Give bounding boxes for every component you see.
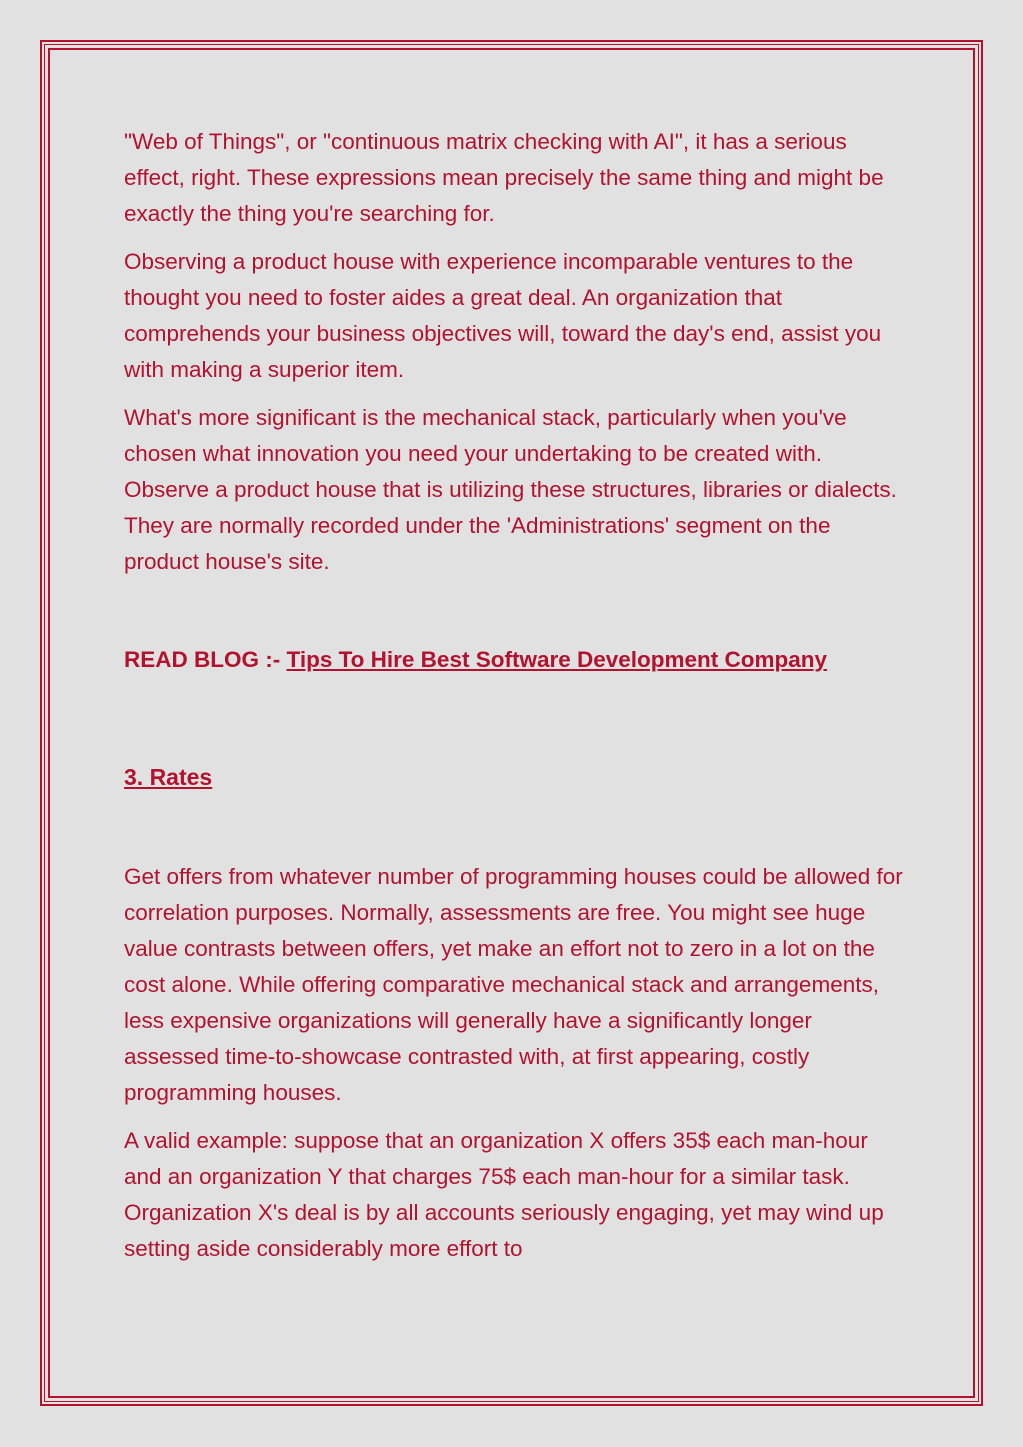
- paragraph-product-house-experience: Observing a product house with experience incomparable ventures to the thought you need to foster aides a great deal. An organization that comprehends your business objectives will, toward the day's end, assist you with making a superior item.: [124, 249, 882, 382]
- read-blog-line: [124, 642, 904, 678]
- paragraph-web-of-things: "Web of Things", or "continuous matrix checking with AI", it has a serious effect, right. These expressions mean precisely the same thing and might be exactly the thing you're searching for.: [124, 129, 884, 226]
- read-blog-prefix: READ BLOG :-: [124, 647, 287, 672]
- paragraph-technical-stack: What's more significant is the mechanical stack, particularly when you've chosen what innovation you need your undertaking to be created with. Observe a product house that is utilizing these structures, libraries or dialects. They are normally recorded under the 'Administrations' segment on the product house's site.: [124, 405, 897, 574]
- read-blog-link[interactable]: Tips To Hire Best Software Development Company: [286, 647, 828, 672]
- paragraph-rates-example: A valid example: suppose that an organization X offers 35$ each man-hour and an organization Y that charges 75$ each man-hour for a similar task. Organization X's deal is by all accounts seriously engaging, yet may wind up setting aside considerably more effort to: [124, 1128, 884, 1261]
- document-body: [124, 124, 904, 1279]
- rates-section-body: [124, 859, 904, 1267]
- paragraph-rates-offers: Get offers from whatever number of programming houses could be allowed for correlation purposes. Normally, assessments are free. You might see huge value contrasts between offers, yet make an effort not to zero in a lot on the cost alone. While offering comparative mechanical stack and arrangements, less expensive organizations will generally have a significantly longer assessed time-to-showcase contrasted with, at first appearing, costly programming houses.: [124, 864, 903, 1105]
- section-heading-rates: 3. Rates: [124, 764, 213, 790]
